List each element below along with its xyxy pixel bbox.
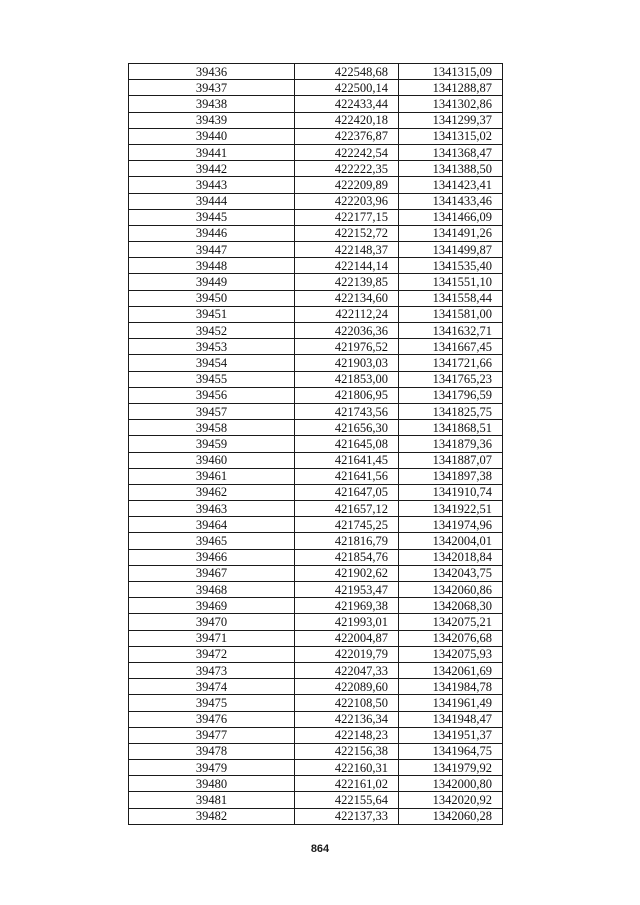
x-coordinate-cell: 422376,87 [295,128,399,144]
point-id-cell: 39443 [129,177,295,193]
table-row [129,533,503,549]
y-coordinate-cell: 1341948,47 [399,711,503,727]
point-id-cell: 39461 [129,468,295,484]
y-coordinate-cell: 1342061,69 [399,662,503,678]
table-row [129,225,503,241]
y-coordinate-cell: 1342075,93 [399,646,503,662]
point-id-cell: 39442 [129,161,295,177]
y-coordinate-cell: 1342043,75 [399,565,503,581]
table-row [129,403,503,419]
table-row [129,679,503,695]
point-id-cell: 39478 [129,743,295,759]
point-id-cell: 39464 [129,517,295,533]
point-id-cell: 39463 [129,501,295,517]
point-id-cell: 39470 [129,614,295,630]
point-id-cell: 39472 [129,646,295,662]
x-coordinate-cell: 421647,05 [295,484,399,500]
table-row [129,565,503,581]
table-row [129,582,503,598]
point-id-cell: 39447 [129,242,295,258]
y-coordinate-cell: 1341466,09 [399,209,503,225]
point-id-cell: 39437 [129,80,295,96]
y-coordinate-cell: 1341632,71 [399,323,503,339]
y-coordinate-cell: 1341721,66 [399,355,503,371]
point-id-cell: 39448 [129,258,295,274]
point-id-cell: 39462 [129,484,295,500]
point-id-cell: 39455 [129,371,295,387]
table-row [129,436,503,452]
x-coordinate-cell: 421816,79 [295,533,399,549]
y-coordinate-cell: 1342000,80 [399,776,503,792]
y-coordinate-cell: 1341667,45 [399,339,503,355]
table-row [129,371,503,387]
table-row [129,468,503,484]
y-coordinate-cell: 1341825,75 [399,403,503,419]
x-coordinate-cell: 422177,15 [295,209,399,225]
x-coordinate-cell: 422152,72 [295,225,399,241]
y-coordinate-cell: 1341922,51 [399,501,503,517]
table-row [129,711,503,727]
point-id-cell: 39452 [129,323,295,339]
x-coordinate-cell: 422036,36 [295,323,399,339]
y-coordinate-cell: 1341581,00 [399,306,503,322]
y-coordinate-cell: 1342060,86 [399,582,503,598]
x-coordinate-cell: 422134,60 [295,290,399,306]
y-coordinate-cell: 1341299,37 [399,112,503,128]
x-coordinate-cell: 422148,23 [295,727,399,743]
y-coordinate-cell: 1341302,86 [399,96,503,112]
y-coordinate-cell: 1342068,30 [399,598,503,614]
table-row [129,808,503,824]
table-row [129,355,503,371]
point-id-cell: 39453 [129,339,295,355]
table-row [129,80,503,96]
x-coordinate-cell: 422139,85 [295,274,399,290]
point-id-cell: 39474 [129,679,295,695]
table-row [129,501,503,517]
point-id-cell: 39449 [129,274,295,290]
y-coordinate-cell: 1341288,87 [399,80,503,96]
point-id-cell: 39446 [129,225,295,241]
x-coordinate-cell: 421853,00 [295,371,399,387]
point-id-cell: 39469 [129,598,295,614]
table-row [129,630,503,646]
x-coordinate-cell: 421656,30 [295,420,399,436]
x-coordinate-cell: 422144,14 [295,258,399,274]
table-row [129,161,503,177]
table-row [129,387,503,403]
table-row [129,452,503,468]
point-id-cell: 39440 [129,128,295,144]
point-id-cell: 39465 [129,533,295,549]
table-row [129,128,503,144]
x-coordinate-cell: 422156,38 [295,743,399,759]
point-id-cell: 39439 [129,112,295,128]
table-row [129,598,503,614]
point-id-cell: 39481 [129,792,295,808]
y-coordinate-cell: 1341765,23 [399,371,503,387]
y-coordinate-cell: 1341984,78 [399,679,503,695]
point-id-cell: 39466 [129,549,295,565]
y-coordinate-cell: 1341491,26 [399,225,503,241]
table-row [129,420,503,436]
table-row [129,484,503,500]
table-row [129,614,503,630]
y-coordinate-cell: 1341887,07 [399,452,503,468]
point-id-cell: 39473 [129,662,295,678]
point-id-cell: 39444 [129,193,295,209]
point-id-cell: 39456 [129,387,295,403]
x-coordinate-cell: 422242,54 [295,144,399,160]
y-coordinate-cell: 1341879,36 [399,436,503,452]
coordinates-table [128,63,503,825]
table-row [129,112,503,128]
y-coordinate-cell: 1342004,01 [399,533,503,549]
x-coordinate-cell: 421745,25 [295,517,399,533]
y-coordinate-cell: 1342060,28 [399,808,503,824]
x-coordinate-cell: 422222,35 [295,161,399,177]
x-coordinate-cell: 421976,52 [295,339,399,355]
y-coordinate-cell: 1341423,41 [399,177,503,193]
point-id-cell: 39457 [129,403,295,419]
point-id-cell: 39451 [129,306,295,322]
table-row [129,662,503,678]
y-coordinate-cell: 1342018,84 [399,549,503,565]
y-coordinate-cell: 1341796,59 [399,387,503,403]
x-coordinate-cell: 421902,62 [295,565,399,581]
point-id-cell: 39454 [129,355,295,371]
y-coordinate-cell: 1341315,02 [399,128,503,144]
x-coordinate-cell: 421641,45 [295,452,399,468]
table-row [129,727,503,743]
x-coordinate-cell: 421854,76 [295,549,399,565]
x-coordinate-cell: 422047,33 [295,662,399,678]
y-coordinate-cell: 1341368,47 [399,144,503,160]
x-coordinate-cell: 422137,33 [295,808,399,824]
y-coordinate-cell: 1341964,75 [399,743,503,759]
point-id-cell: 39450 [129,290,295,306]
point-id-cell: 39445 [129,209,295,225]
y-coordinate-cell: 1341535,40 [399,258,503,274]
table-row [129,64,503,80]
x-coordinate-cell: 421743,56 [295,403,399,419]
x-coordinate-cell: 422203,96 [295,193,399,209]
y-coordinate-cell: 1341388,50 [399,161,503,177]
x-coordinate-cell: 422004,87 [295,630,399,646]
x-coordinate-cell: 422420,18 [295,112,399,128]
table-row [129,760,503,776]
x-coordinate-cell: 422161,02 [295,776,399,792]
point-id-cell: 39477 [129,727,295,743]
x-coordinate-cell: 422548,68 [295,64,399,80]
point-id-cell: 39468 [129,582,295,598]
y-coordinate-cell: 1341315,09 [399,64,503,80]
x-coordinate-cell: 421657,12 [295,501,399,517]
x-coordinate-cell: 421953,47 [295,582,399,598]
y-coordinate-cell: 1341433,46 [399,193,503,209]
y-coordinate-cell: 1341897,38 [399,468,503,484]
table-row [129,323,503,339]
point-id-cell: 39475 [129,695,295,711]
y-coordinate-cell: 1341499,87 [399,242,503,258]
point-id-cell: 39436 [129,64,295,80]
table-row [129,177,503,193]
table-row [129,209,503,225]
y-coordinate-cell: 1341951,37 [399,727,503,743]
table-row [129,144,503,160]
y-coordinate-cell: 1341910,74 [399,484,503,500]
x-coordinate-cell: 421969,38 [295,598,399,614]
point-id-cell: 39471 [129,630,295,646]
x-coordinate-cell: 422148,37 [295,242,399,258]
point-id-cell: 39460 [129,452,295,468]
y-coordinate-cell: 1341961,49 [399,695,503,711]
coordinates-table-body [129,64,503,825]
table-row [129,776,503,792]
x-coordinate-cell: 422108,50 [295,695,399,711]
table-row [129,96,503,112]
point-id-cell: 39482 [129,808,295,824]
page-number: 864 [310,843,330,855]
x-coordinate-cell: 422160,31 [295,760,399,776]
x-coordinate-cell: 422209,89 [295,177,399,193]
y-coordinate-cell: 1341558,44 [399,290,503,306]
x-coordinate-cell: 421903,03 [295,355,399,371]
x-coordinate-cell: 421806,95 [295,387,399,403]
x-coordinate-cell: 422155,64 [295,792,399,808]
table-row [129,339,503,355]
point-id-cell: 39438 [129,96,295,112]
x-coordinate-cell: 422433,44 [295,96,399,112]
x-coordinate-cell: 422019,79 [295,646,399,662]
table-row [129,274,503,290]
table-row [129,743,503,759]
point-id-cell: 39479 [129,760,295,776]
y-coordinate-cell: 1342076,68 [399,630,503,646]
table-row [129,306,503,322]
table-row [129,646,503,662]
y-coordinate-cell: 1342075,21 [399,614,503,630]
y-coordinate-cell: 1341979,92 [399,760,503,776]
table-row [129,258,503,274]
x-coordinate-cell: 422112,24 [295,306,399,322]
table-row [129,695,503,711]
x-coordinate-cell: 422136,34 [295,711,399,727]
table-row [129,549,503,565]
point-id-cell: 39480 [129,776,295,792]
table-row [129,517,503,533]
x-coordinate-cell: 421645,08 [295,436,399,452]
x-coordinate-cell: 421641,56 [295,468,399,484]
point-id-cell: 39467 [129,565,295,581]
y-coordinate-cell: 1341551,10 [399,274,503,290]
point-id-cell: 39459 [129,436,295,452]
table-row [129,792,503,808]
point-id-cell: 39458 [129,420,295,436]
point-id-cell: 39476 [129,711,295,727]
x-coordinate-cell: 422089,60 [295,679,399,695]
y-coordinate-cell: 1341974,96 [399,517,503,533]
table-row [129,193,503,209]
table-row [129,290,503,306]
y-coordinate-cell: 1342020,92 [399,792,503,808]
point-id-cell: 39441 [129,144,295,160]
x-coordinate-cell: 422500,14 [295,80,399,96]
y-coordinate-cell: 1341868,51 [399,420,503,436]
x-coordinate-cell: 421993,01 [295,614,399,630]
table-row [129,242,503,258]
